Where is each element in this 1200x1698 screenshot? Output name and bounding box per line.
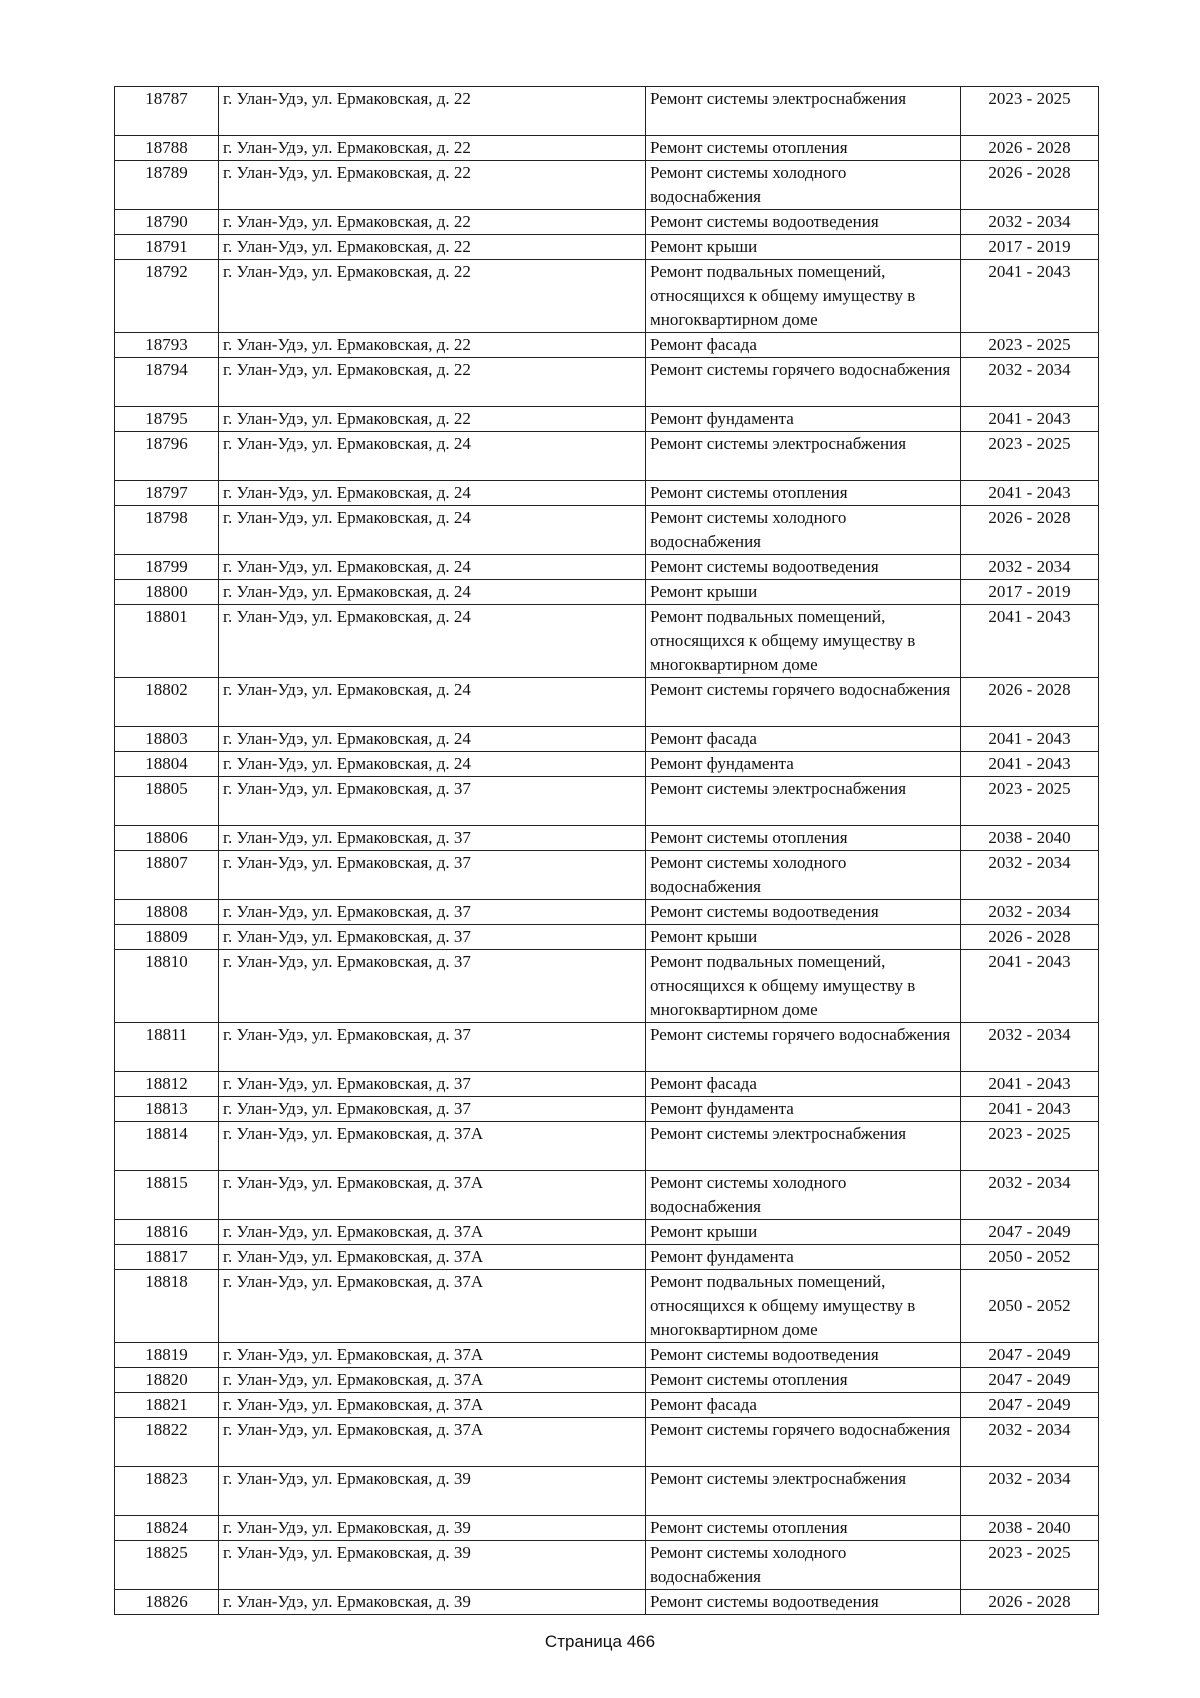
work-type-cell: Ремонт системы электроснабжения — [646, 87, 961, 136]
address-cell: г. Улан-Удэ, ул. Ермаковская, д. 37А — [219, 1245, 646, 1270]
row-number-cell: 18799 — [115, 555, 219, 580]
address-cell: г. Улан-Удэ, ул. Ермаковская, д. 37А — [219, 1368, 646, 1393]
address-cell: г. Улан-Удэ, ул. Ермаковская, д. 37 — [219, 950, 646, 1023]
address-cell: г. Улан-Удэ, ул. Ермаковская, д. 37 — [219, 826, 646, 851]
row-number-cell: 18793 — [115, 333, 219, 358]
row-number-cell: 18802 — [115, 678, 219, 727]
work-type-cell: Ремонт системы отопления — [646, 136, 961, 161]
row-number-cell: 18795 — [115, 407, 219, 432]
work-type-cell: Ремонт системы водоотведения — [646, 555, 961, 580]
row-number-cell: 18807 — [115, 851, 219, 900]
period-cell: 2050 - 2052 — [961, 1270, 1099, 1343]
table-row — [115, 87, 1099, 136]
row-number-cell: 18792 — [115, 260, 219, 333]
work-type-cell: Ремонт крыши — [646, 925, 961, 950]
table-row — [115, 210, 1099, 235]
period-cell: 2041 - 2043 — [961, 481, 1099, 506]
row-number-cell: 18797 — [115, 481, 219, 506]
table-row — [115, 1270, 1099, 1343]
work-type-cell: Ремонт системы водоотведения — [646, 900, 961, 925]
table-row — [115, 826, 1099, 851]
period-cell: 2032 - 2034 — [961, 900, 1099, 925]
work-type-cell: Ремонт системы отопления — [646, 826, 961, 851]
address-cell: г. Улан-Удэ, ул. Ермаковская, д. 24 — [219, 752, 646, 777]
address-cell: г. Улан-Удэ, ул. Ермаковская, д. 37 — [219, 1072, 646, 1097]
work-type-cell: Ремонт системы водоотведения — [646, 1590, 961, 1615]
work-type-cell: Ремонт фундамента — [646, 752, 961, 777]
row-number-cell: 18817 — [115, 1245, 219, 1270]
work-type-cell: Ремонт системы горячего водоснабжения — [646, 1023, 961, 1072]
table-row — [115, 481, 1099, 506]
row-number-cell: 18812 — [115, 1072, 219, 1097]
capital-repair-table — [114, 86, 1099, 1615]
address-cell: г. Улан-Удэ, ул. Ермаковская, д. 37А — [219, 1393, 646, 1418]
row-number-cell: 18824 — [115, 1516, 219, 1541]
work-type-cell: Ремонт крыши — [646, 235, 961, 260]
work-type-cell: Ремонт фундамента — [646, 1097, 961, 1122]
period-cell: 2041 - 2043 — [961, 260, 1099, 333]
address-cell: г. Улан-Удэ, ул. Ермаковская, д. 24 — [219, 481, 646, 506]
row-number-cell: 18823 — [115, 1467, 219, 1516]
table-row — [115, 1516, 1099, 1541]
table-row — [115, 333, 1099, 358]
row-number-cell: 18801 — [115, 605, 219, 678]
page-number: Страница 466 — [544, 1632, 656, 1651]
table-row — [115, 506, 1099, 555]
address-cell: г. Улан-Удэ, ул. Ермаковская, д. 37 — [219, 925, 646, 950]
work-type-cell: Ремонт системы электроснабжения — [646, 1467, 961, 1516]
work-type-cell: Ремонт фасада — [646, 727, 961, 752]
row-number-cell: 18805 — [115, 777, 219, 826]
period-cell: 2023 - 2025 — [961, 87, 1099, 136]
work-type-cell: Ремонт фасада — [646, 1072, 961, 1097]
period-cell: 2032 - 2034 — [961, 555, 1099, 580]
period-cell: 2023 - 2025 — [961, 333, 1099, 358]
period-cell: 2032 - 2034 — [961, 1418, 1099, 1467]
row-number-cell: 18806 — [115, 826, 219, 851]
period-cell: 2026 - 2028 — [961, 925, 1099, 950]
row-number-cell: 18809 — [115, 925, 219, 950]
row-number-cell: 18787 — [115, 87, 219, 136]
period-cell: 2017 - 2019 — [961, 235, 1099, 260]
row-number-cell: 18800 — [115, 580, 219, 605]
work-type-cell: Ремонт системы отопления — [646, 1516, 961, 1541]
address-cell: г. Улан-Удэ, ул. Ермаковская, д. 37 — [219, 1023, 646, 1072]
work-type-cell: Ремонт системы водоотведения — [646, 210, 961, 235]
address-cell: г. Улан-Удэ, ул. Ермаковская, д. 37 — [219, 851, 646, 900]
work-type-cell: Ремонт системы холодного водоснабжения — [646, 1171, 961, 1220]
address-cell: г. Улан-Удэ, ул. Ермаковская, д. 37А — [219, 1171, 646, 1220]
period-cell: 2032 - 2034 — [961, 1467, 1099, 1516]
address-cell: г. Улан-Удэ, ул. Ермаковская, д. 39 — [219, 1467, 646, 1516]
work-type-cell: Ремонт крыши — [646, 1220, 961, 1245]
address-cell: г. Улан-Удэ, ул. Ермаковская, д. 22 — [219, 407, 646, 432]
table-row — [115, 1418, 1099, 1467]
table-row — [115, 1072, 1099, 1097]
row-number-cell: 18810 — [115, 950, 219, 1023]
row-number-cell: 18808 — [115, 900, 219, 925]
address-cell: г. Улан-Удэ, ул. Ермаковская, д. 37А — [219, 1122, 646, 1171]
table-row — [115, 851, 1099, 900]
row-number-cell: 18794 — [115, 358, 219, 407]
period-cell: 2023 - 2025 — [961, 777, 1099, 826]
table-row — [115, 1171, 1099, 1220]
period-cell: 2032 - 2034 — [961, 1171, 1099, 1220]
period-cell: 2032 - 2034 — [961, 851, 1099, 900]
table-row — [115, 1220, 1099, 1245]
period-cell: 2026 - 2028 — [961, 678, 1099, 727]
period-cell: 2017 - 2019 — [961, 580, 1099, 605]
table-row — [115, 605, 1099, 678]
row-number-cell: 18825 — [115, 1541, 219, 1590]
work-type-cell: Ремонт подвальных помещений, относящихся к общему имуществу в многоквартирном доме — [646, 605, 961, 678]
table-row — [115, 1245, 1099, 1270]
row-number-cell: 18789 — [115, 161, 219, 210]
work-type-cell: Ремонт подвальных помещений, относящихся к общему имуществу в многоквартирном доме — [646, 1270, 961, 1343]
table-row — [115, 161, 1099, 210]
period-cell: 2032 - 2034 — [961, 1023, 1099, 1072]
row-number-cell: 18804 — [115, 752, 219, 777]
address-cell: г. Улан-Удэ, ул. Ермаковская, д. 37 — [219, 777, 646, 826]
address-cell: г. Улан-Удэ, ул. Ермаковская, д. 24 — [219, 506, 646, 555]
period-cell: 2032 - 2034 — [961, 210, 1099, 235]
table-row — [115, 555, 1099, 580]
work-type-cell: Ремонт системы холодного водоснабжения — [646, 161, 961, 210]
work-type-cell: Ремонт подвальных помещений, относящихся к общему имуществу в многоквартирном доме — [646, 950, 961, 1023]
table-row — [115, 678, 1099, 727]
period-cell: 2041 - 2043 — [961, 1072, 1099, 1097]
table-row — [115, 580, 1099, 605]
work-type-cell: Ремонт системы электроснабжения — [646, 777, 961, 826]
table-row — [115, 950, 1099, 1023]
period-cell: 2041 - 2043 — [961, 727, 1099, 752]
period-cell: 2041 - 2043 — [961, 605, 1099, 678]
table-row — [115, 260, 1099, 333]
address-cell: г. Улан-Удэ, ул. Ермаковская, д. 22 — [219, 260, 646, 333]
table-row — [115, 136, 1099, 161]
work-type-cell: Ремонт фундамента — [646, 407, 961, 432]
address-cell: г. Улан-Удэ, ул. Ермаковская, д. 37А — [219, 1270, 646, 1343]
address-cell: г. Улан-Удэ, ул. Ермаковская, д. 37 — [219, 1097, 646, 1122]
address-cell: г. Улан-Удэ, ул. Ермаковская, д. 22 — [219, 210, 646, 235]
table-row — [115, 752, 1099, 777]
period-cell: 2026 - 2028 — [961, 136, 1099, 161]
address-cell: г. Улан-Удэ, ул. Ермаковская, д. 22 — [219, 235, 646, 260]
address-cell: г. Улан-Удэ, ул. Ермаковская, д. 37А — [219, 1220, 646, 1245]
address-cell: г. Улан-Удэ, ул. Ермаковская, д. 24 — [219, 678, 646, 727]
address-cell: г. Улан-Удэ, ул. Ермаковская, д. 37 — [219, 900, 646, 925]
row-number-cell: 18816 — [115, 1220, 219, 1245]
address-cell: г. Улан-Удэ, ул. Ермаковская, д. 24 — [219, 555, 646, 580]
period-cell: 2041 - 2043 — [961, 752, 1099, 777]
work-type-cell: Ремонт фасада — [646, 333, 961, 358]
table-row — [115, 1541, 1099, 1590]
work-type-cell: Ремонт фундамента — [646, 1245, 961, 1270]
row-number-cell: 18798 — [115, 506, 219, 555]
table-row — [115, 925, 1099, 950]
table-row — [115, 1590, 1099, 1615]
period-cell: 2026 - 2028 — [961, 1590, 1099, 1615]
period-cell: 2023 - 2025 — [961, 1541, 1099, 1590]
address-cell: г. Улан-Удэ, ул. Ермаковская, д. 22 — [219, 87, 646, 136]
work-type-cell: Ремонт подвальных помещений, относящихся к общему имуществу в многоквартирном доме — [646, 260, 961, 333]
period-cell: 2026 - 2028 — [961, 506, 1099, 555]
period-cell: 2047 - 2049 — [961, 1220, 1099, 1245]
period-cell: 2038 - 2040 — [961, 1516, 1099, 1541]
address-cell: г. Улан-Удэ, ул. Ермаковская, д. 37А — [219, 1343, 646, 1368]
address-cell: г. Улан-Удэ, ул. Ермаковская, д. 22 — [219, 161, 646, 210]
work-type-cell: Ремонт системы горячего водоснабжения — [646, 1418, 961, 1467]
work-type-cell: Ремонт фасада — [646, 1393, 961, 1418]
work-type-cell: Ремонт системы электроснабжения — [646, 432, 961, 481]
work-type-cell: Ремонт системы водоотведения — [646, 1343, 961, 1368]
address-cell: г. Улан-Удэ, ул. Ермаковская, д. 22 — [219, 136, 646, 161]
period-cell: 2032 - 2034 — [961, 358, 1099, 407]
row-number-cell: 18811 — [115, 1023, 219, 1072]
row-number-cell: 18818 — [115, 1270, 219, 1343]
period-cell: 2041 - 2043 — [961, 1097, 1099, 1122]
address-cell: г. Улан-Удэ, ул. Ермаковская, д. 22 — [219, 358, 646, 407]
work-type-cell: Ремонт системы холодного водоснабжения — [646, 1541, 961, 1590]
table-row — [115, 1467, 1099, 1516]
table-body — [115, 87, 1099, 1615]
address-cell: г. Улан-Удэ, ул. Ермаковская, д. 37А — [219, 1418, 646, 1467]
work-type-cell: Ремонт системы холодного водоснабжения — [646, 506, 961, 555]
table-row — [115, 900, 1099, 925]
period-cell: 2047 - 2049 — [961, 1343, 1099, 1368]
table-row — [115, 1368, 1099, 1393]
period-cell: 2038 - 2040 — [961, 826, 1099, 851]
address-cell: г. Улан-Удэ, ул. Ермаковская, д. 39 — [219, 1516, 646, 1541]
work-type-cell: Ремонт системы электроснабжения — [646, 1122, 961, 1171]
period-cell: 2050 - 2052 — [961, 1245, 1099, 1270]
table-row — [115, 1097, 1099, 1122]
address-cell: г. Улан-Удэ, ул. Ермаковская, д. 24 — [219, 727, 646, 752]
row-number-cell: 18791 — [115, 235, 219, 260]
period-cell: 2041 - 2043 — [961, 407, 1099, 432]
row-number-cell: 18821 — [115, 1393, 219, 1418]
period-cell: 2047 - 2049 — [961, 1393, 1099, 1418]
table-row — [115, 432, 1099, 481]
row-number-cell: 18813 — [115, 1097, 219, 1122]
work-type-cell: Ремонт крыши — [646, 580, 961, 605]
table-row — [115, 407, 1099, 432]
row-number-cell: 18820 — [115, 1368, 219, 1393]
period-cell: 2023 - 2025 — [961, 432, 1099, 481]
work-type-cell: Ремонт системы отопления — [646, 481, 961, 506]
table-row — [115, 727, 1099, 752]
table-row — [115, 1393, 1099, 1418]
work-type-cell: Ремонт системы отопления — [646, 1368, 961, 1393]
address-cell: г. Улан-Удэ, ул. Ермаковская, д. 24 — [219, 605, 646, 678]
row-number-cell: 18788 — [115, 136, 219, 161]
table-row — [115, 235, 1099, 260]
address-cell: г. Улан-Удэ, ул. Ермаковская, д. 24 — [219, 580, 646, 605]
table-row — [115, 1343, 1099, 1368]
row-number-cell: 18790 — [115, 210, 219, 235]
address-cell: г. Улан-Удэ, ул. Ермаковская, д. 24 — [219, 432, 646, 481]
row-number-cell: 18822 — [115, 1418, 219, 1467]
period-cell: 2047 - 2049 — [961, 1368, 1099, 1393]
period-cell: 2041 - 2043 — [961, 950, 1099, 1023]
table-row — [115, 777, 1099, 826]
address-cell: г. Улан-Удэ, ул. Ермаковская, д. 39 — [219, 1541, 646, 1590]
table-row — [115, 1023, 1099, 1072]
address-cell: г. Улан-Удэ, ул. Ермаковская, д. 39 — [219, 1590, 646, 1615]
work-type-cell: Ремонт системы горячего водоснабжения — [646, 678, 961, 727]
period-cell: 2023 - 2025 — [961, 1122, 1099, 1171]
row-number-cell: 18796 — [115, 432, 219, 481]
row-number-cell: 18826 — [115, 1590, 219, 1615]
row-number-cell: 18819 — [115, 1343, 219, 1368]
period-cell: 2026 - 2028 — [961, 161, 1099, 210]
work-type-cell: Ремонт системы горячего водоснабжения — [646, 358, 961, 407]
table-row — [115, 358, 1099, 407]
address-cell: г. Улан-Удэ, ул. Ермаковская, д. 22 — [219, 333, 646, 358]
work-type-cell: Ремонт системы холодного водоснабжения — [646, 851, 961, 900]
table-row — [115, 1122, 1099, 1171]
row-number-cell: 18814 — [115, 1122, 219, 1171]
row-number-cell: 18803 — [115, 727, 219, 752]
row-number-cell: 18815 — [115, 1171, 219, 1220]
